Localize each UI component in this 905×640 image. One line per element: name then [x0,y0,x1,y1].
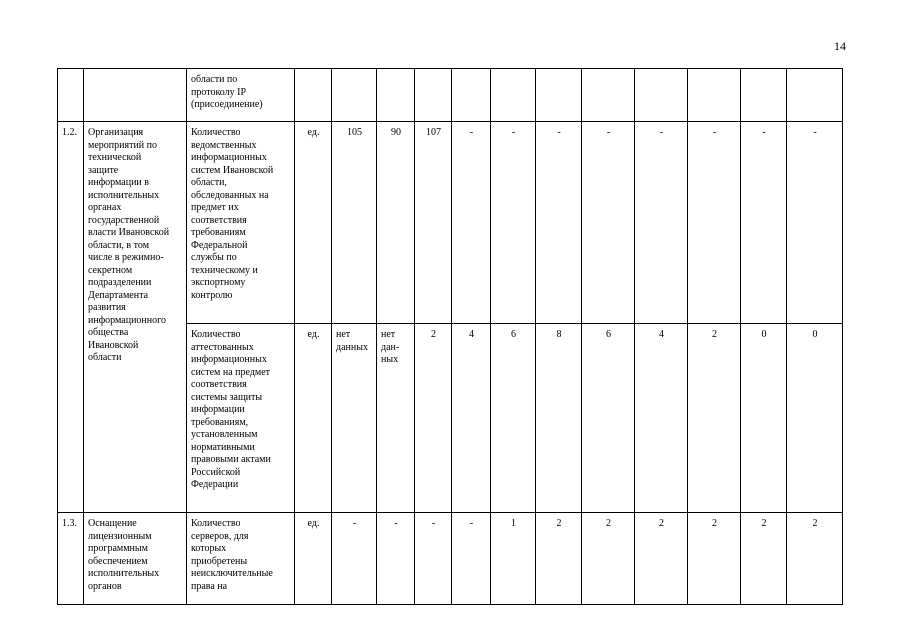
cell-value: 90 [377,122,415,324]
cell-value: - [415,513,452,605]
cell-value: - [332,513,377,605]
cell-num [58,69,84,122]
cell-value: 2 [787,513,843,605]
cell-value: - [741,122,787,324]
cell-indicator: Количество серверов, для которых приобретены неисключительные права на [187,513,295,605]
indicators-table [57,68,843,605]
cell-value: - [452,122,491,324]
cell-measure: Организация мероприятий по технической защите информации в исполнительных органах государственной власти Ивановской области, в том числе в режимно- секретном подразделении Департамента развития информационного общества Ивановской области [84,122,187,513]
cell-value: 2 [415,324,452,513]
cell-value: 0 [741,324,787,513]
cell-indicator: Количество ведомственных информационных систем Ивановской области, обследованных на предмет их соответствия требованиям Федеральной службы по техническому и экспортному контролю [187,122,295,324]
cell-value: 105 [332,122,377,324]
cell-indicator: Количество аттестованных информационных систем на предмет соответствия системы защиты информации требованиям, установленным нормативными правовыми актами Российской Федерации [187,324,295,513]
table-row-1-2-a [58,122,843,324]
table-row-continuation [58,69,843,122]
cell-value: 4 [452,324,491,513]
table-row-1-3 [58,513,843,605]
cell-value: - [452,513,491,605]
cell-value: нет данных [332,324,377,513]
cell-unit: ед. [295,122,332,324]
cell-unit: ед. [295,324,332,513]
cell-value: 6 [582,324,635,513]
cell-value: - [787,122,843,324]
cell-value: 2 [688,324,741,513]
cell-value: 2 [582,513,635,605]
cell-num: 1.3. [58,513,84,605]
cell-value: - [536,122,582,324]
cell-value: 6 [491,324,536,513]
cell-value: 2 [536,513,582,605]
cell-measure: Оснащение лицензионным программным обеспечением исполнительных органов [84,513,187,605]
cell-indicator: области по протоколу IP (присоединение) [187,69,295,122]
cell-value: 4 [635,324,688,513]
cell-value: 2 [688,513,741,605]
cell-value: - [491,122,536,324]
cell-value: - [635,122,688,324]
cell-value: 107 [415,122,452,324]
cell-measure [84,69,187,122]
cell-value: 1 [491,513,536,605]
cell-value: 8 [536,324,582,513]
page-number: 14 [834,39,846,53]
cell-value: - [688,122,741,324]
cell-value: 0 [787,324,843,513]
cell-value: - [582,122,635,324]
cell-num: 1.2. [58,122,84,513]
cell-value: 2 [741,513,787,605]
cell-unit: ед. [295,513,332,605]
cell-value: - [377,513,415,605]
cell-value: 2 [635,513,688,605]
cell-value: нет дан- ных [377,324,415,513]
